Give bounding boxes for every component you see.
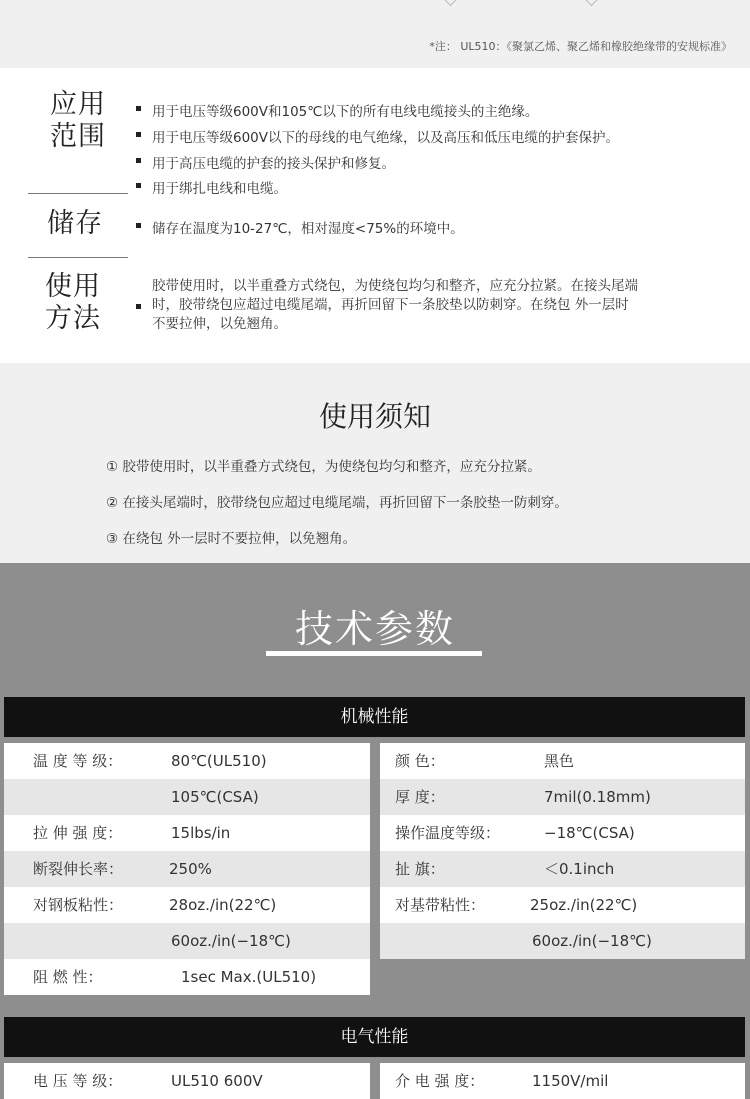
row-value: ＜0.1inch xyxy=(544,860,615,878)
application-item: 用于电压等级600V和105℃以下的所有电线电缆接头的主绝缘。 xyxy=(152,100,538,120)
electrical-header: 电气性能 xyxy=(4,1017,745,1057)
usage-label-line1: 使用 xyxy=(45,271,101,302)
row-value: 105℃(CSA) xyxy=(171,788,259,806)
bullet-icon xyxy=(136,158,141,163)
row-value: −18℃(CSA) xyxy=(544,824,635,842)
application-label xyxy=(38,89,118,153)
tech-title: 技术参数 xyxy=(294,607,455,651)
notice-item: ① 胶带使用时，以半重叠方式绕包，为使绕包均匀和整齐，应充分拉紧。 xyxy=(106,459,541,475)
table-row xyxy=(4,815,370,851)
mechanical-left-table xyxy=(4,743,370,995)
chevron-down-icon xyxy=(440,0,461,6)
usage-line: 时，胶带绕包应超过电缆尾端，再折回留下一条胶垫以防刺穿。在绕包 外一层时 xyxy=(152,297,629,313)
chevron-down-icon xyxy=(581,0,602,6)
table-row xyxy=(4,959,370,995)
row-key: 断裂伸长率： xyxy=(33,860,124,878)
storage-label: 储存 xyxy=(47,208,103,239)
row-value: UL510 600V xyxy=(171,1072,263,1090)
table-row xyxy=(4,779,370,815)
row-key: 对基带粘性： xyxy=(395,896,486,914)
row-value: 黑色 xyxy=(544,752,575,770)
row-value: 1sec Max.(UL510) xyxy=(181,968,317,986)
usage-label-line2: 方法 xyxy=(45,303,101,334)
table-row xyxy=(4,923,370,959)
row-value: 60oz./in(−18℃) xyxy=(171,932,291,950)
row-value: 250% xyxy=(169,860,212,878)
electrical-left-table xyxy=(4,1063,370,1099)
table-row xyxy=(4,887,370,923)
bullet-icon xyxy=(136,183,141,188)
notice-item: ③ 在绕包 外一层时不要拉伸，以免翘角。 xyxy=(106,531,357,547)
row-key: 介 电 强 度： xyxy=(395,1072,485,1090)
row-value: 25oz./in(22℃) xyxy=(530,896,638,914)
row-key: 电 压 等 级： xyxy=(33,1072,123,1090)
usage-line: 不要拉伸，以免翘角。 xyxy=(152,316,287,332)
row-key: 对钢板粘性： xyxy=(33,896,124,914)
table-row xyxy=(4,851,370,887)
row-key: 颜 色： xyxy=(395,752,445,770)
application-label-line1: 应用 xyxy=(50,89,106,120)
standard-note: *注： UL510：《聚氯乙烯、聚乙烯和橡胶绝缘带的安规标准》 xyxy=(429,40,732,53)
divider xyxy=(28,193,128,194)
bullet-icon xyxy=(136,132,141,137)
top-strip xyxy=(0,0,750,68)
divider xyxy=(28,257,128,258)
application-label-line2: 范围 xyxy=(50,121,106,152)
electrical-right-table xyxy=(380,1063,745,1099)
mechanical-right-table xyxy=(380,743,745,959)
row-key: 拉 伸 强 度： xyxy=(33,824,123,842)
application-item: 用于电压等级600V以下的母线的电气绝缘，以及高压和低压电缆的护套保护。 xyxy=(152,126,619,146)
usage-text xyxy=(152,277,732,334)
row-value: 80℃(UL510) xyxy=(171,752,267,770)
usage-line: 胶带使用时，以半重叠方式绕包，为使绕包均匀和整齐，应充分拉紧。在接头尾端 xyxy=(152,278,638,294)
storage-item: 储存在温度为10-27℃，相对湿度<75%的环境中。 xyxy=(152,217,464,237)
mechanical-header: 机械性能 xyxy=(4,697,745,737)
row-key: 阻 燃 性： xyxy=(33,968,103,986)
application-item: 用于高压电缆的护套的接头保护和修复。 xyxy=(152,152,395,172)
bullet-icon xyxy=(136,223,141,228)
usage-label xyxy=(33,271,113,335)
application-item: 用于绑扎电线和电缆。 xyxy=(152,177,287,197)
row-value: 15lbs/in xyxy=(171,824,231,842)
row-key: 温 度 等 级： xyxy=(33,752,123,770)
row-key: 厚 度： xyxy=(395,788,445,806)
title-underline xyxy=(266,651,482,656)
bullet-icon xyxy=(136,304,141,309)
row-value: 1150V/mil xyxy=(532,1072,609,1090)
table-row xyxy=(380,923,745,959)
table-row xyxy=(380,887,745,923)
table-row xyxy=(380,779,745,815)
table-row xyxy=(380,815,745,851)
notice-item: ② 在接头尾端时，胶带绕包应超过电缆尾端，再折回留下一条胶垫一防刺穿。 xyxy=(106,495,568,511)
notice-title: 使用须知 xyxy=(318,400,431,433)
table-row xyxy=(380,851,745,887)
row-value: 60oz./in(−18℃) xyxy=(532,932,652,950)
bullet-icon xyxy=(136,106,141,111)
row-value: 7mil(0.18mm) xyxy=(544,788,651,806)
row-value: 28oz./in(22℃) xyxy=(169,896,277,914)
table-row xyxy=(4,1063,370,1099)
table-row xyxy=(380,1063,745,1099)
table-row xyxy=(4,743,370,779)
table-row xyxy=(380,743,745,779)
row-key: 操作温度等级： xyxy=(395,824,501,842)
row-key: 扯 旗： xyxy=(395,860,445,878)
